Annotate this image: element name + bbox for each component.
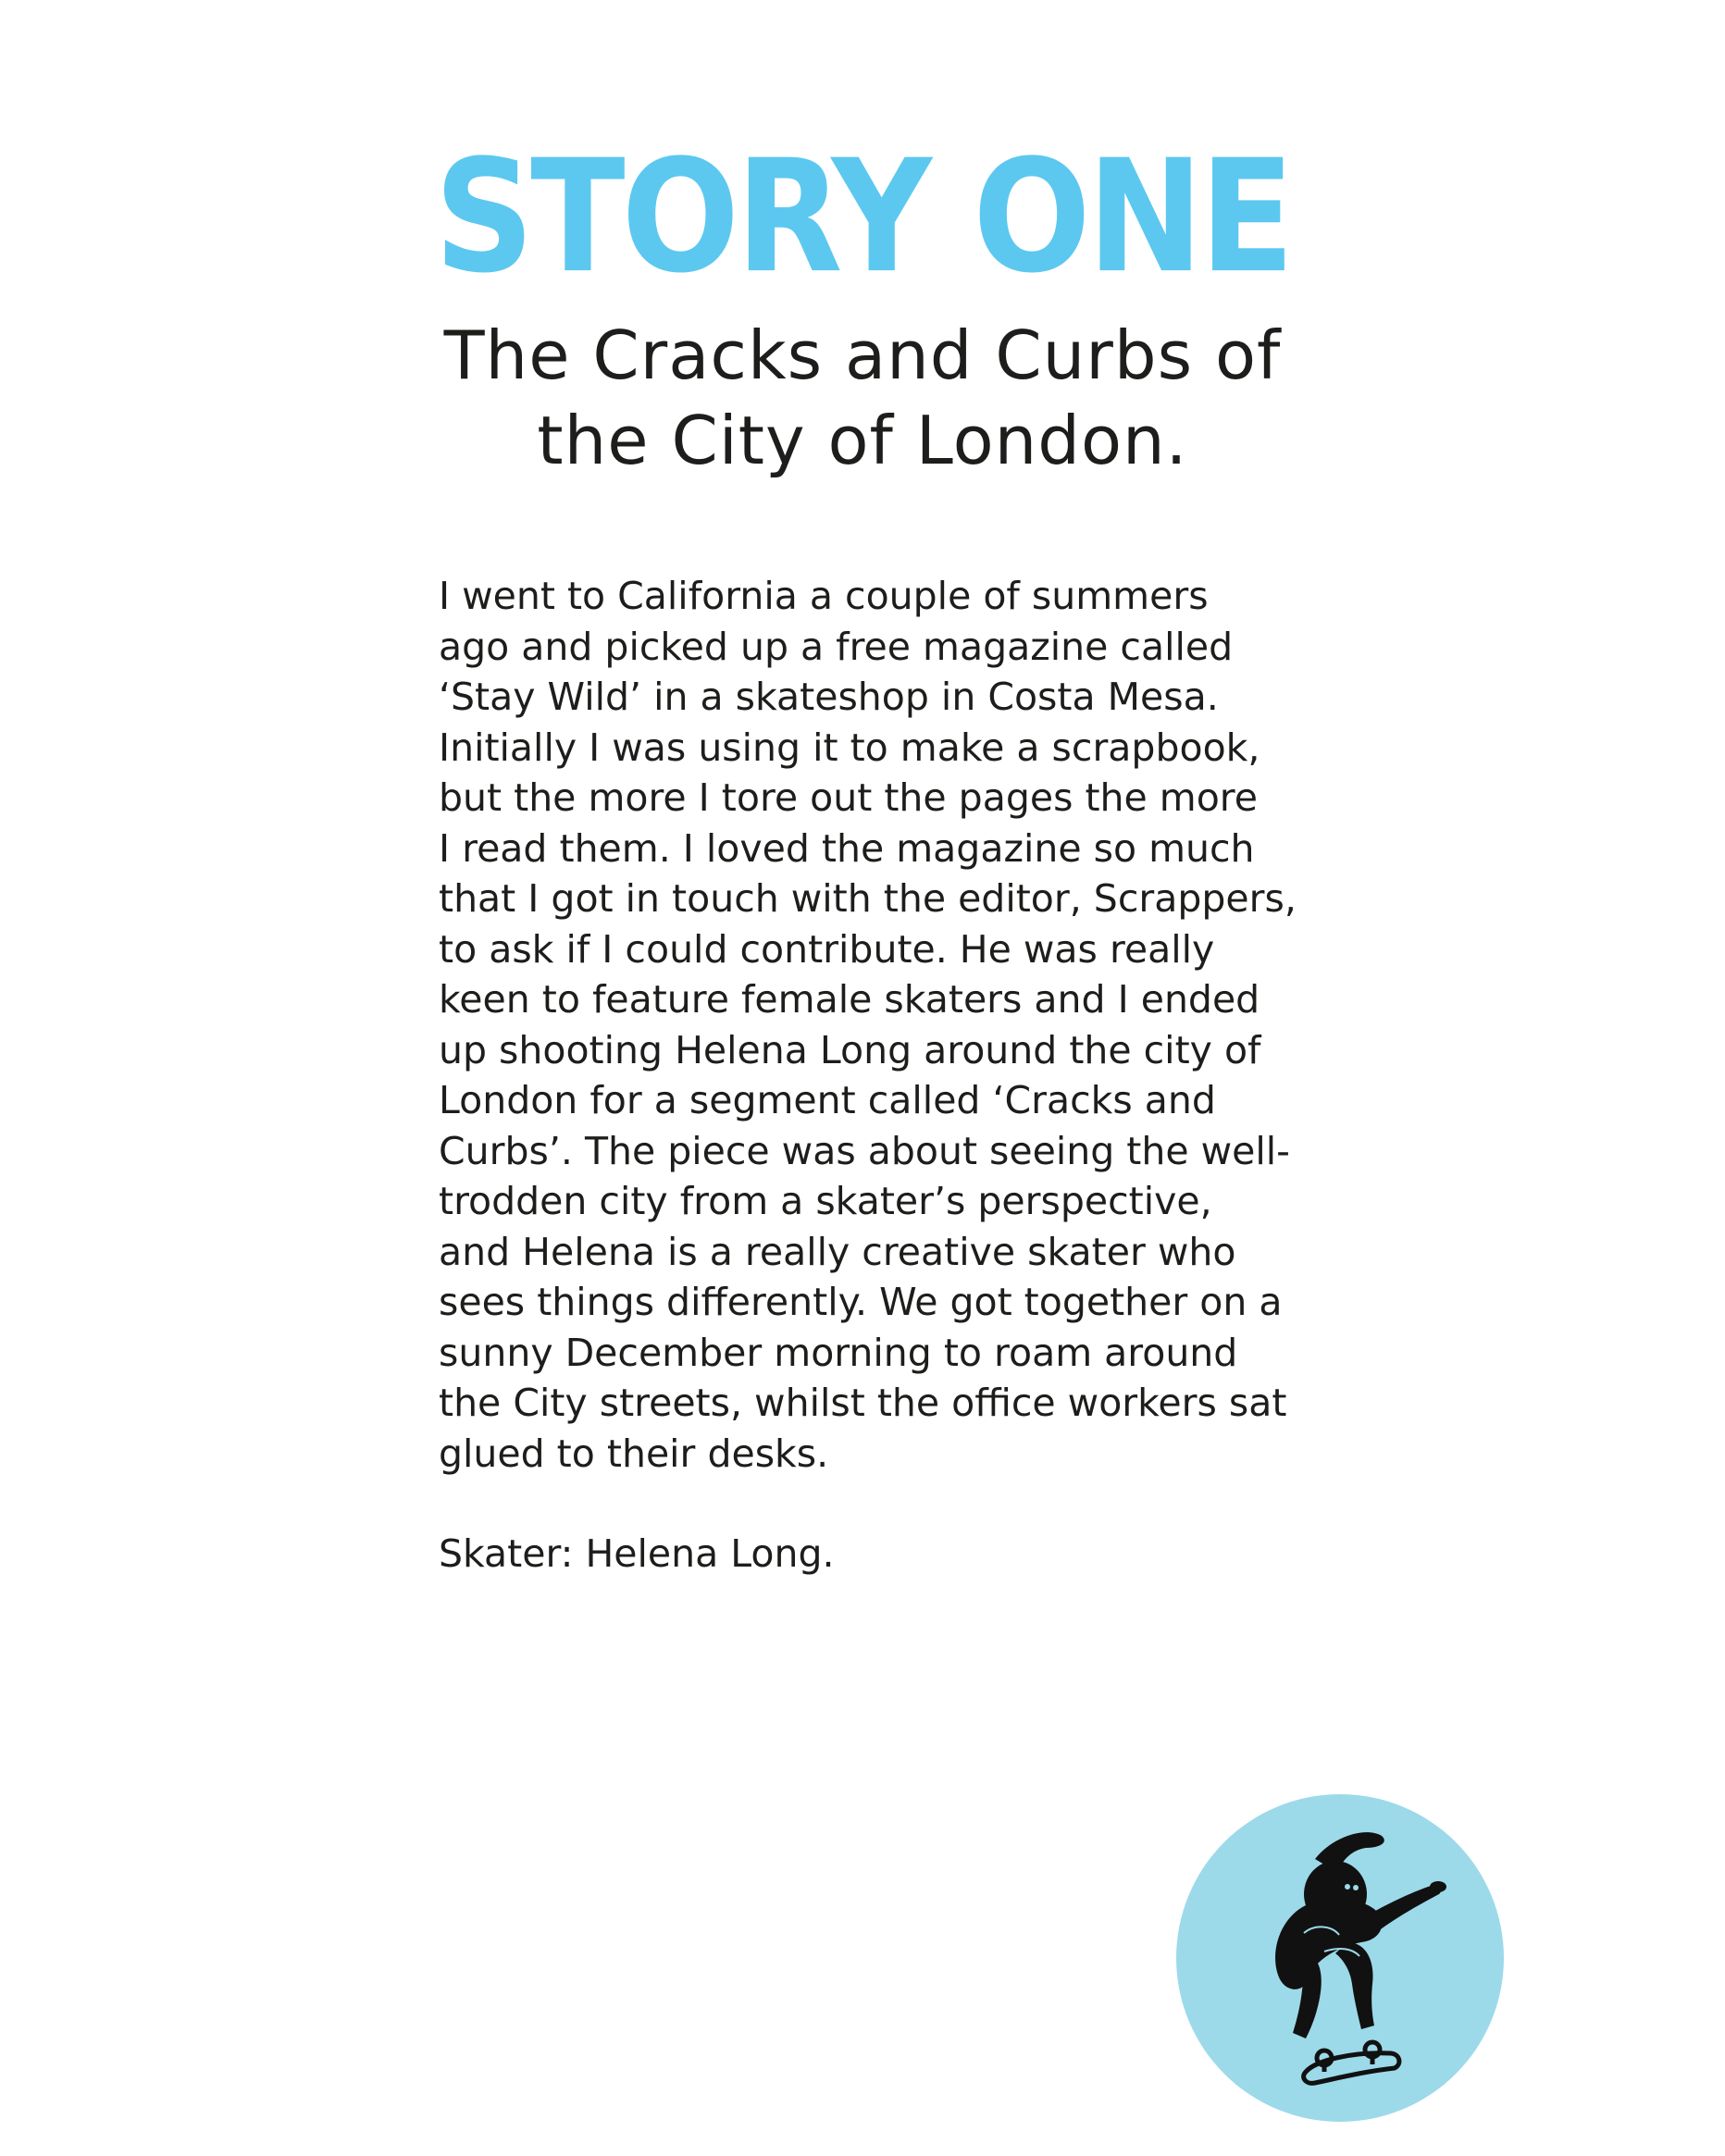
body-line: ‘Stay Wild’ in a skateshop in Costa Mesa.	[439, 675, 1219, 719]
title-line: the City of London.	[537, 402, 1188, 479]
story-kicker: STORY ONE	[434, 127, 1291, 308]
skater-credit: Skater: Helena Long.	[439, 1531, 835, 1576]
body-line: I went to California a couple of summers	[439, 574, 1209, 618]
body-line: but the more I tore out the pages the more	[439, 775, 1258, 820]
body-line: I read them. I loved the magazine so much	[439, 825, 1255, 871]
body-line: Curbs’. The piece was about seeing the well-	[439, 1128, 1290, 1173]
body-line: ago and picked up a free magazine called	[439, 624, 1234, 669]
skater-badge	[1176, 1794, 1504, 2122]
body-line: keen to feature female skaters and I ended	[439, 977, 1260, 1022]
story-body	[439, 571, 1327, 1479]
title-line: The Cracks and Curbs of	[443, 316, 1282, 394]
body-line: sees things differently. We got together on a	[439, 1280, 1283, 1324]
body-line: glued to their desks.	[439, 1431, 829, 1476]
body-line: London for a segment called ‘Cracks and	[439, 1078, 1216, 1122]
body-line: the City streets, whilst the office workers sat	[439, 1381, 1287, 1425]
story-title	[307, 313, 1418, 483]
skater-icon	[1176, 1794, 1504, 2122]
body-line: to ask if I could contribute. He was really	[439, 926, 1215, 972]
body-line: up shooting Helena Long around the city of	[439, 1027, 1261, 1072]
body-line: and Helena is a really creative skater who	[439, 1229, 1236, 1274]
body-line: that I got in touch with the editor, Scrappers,	[439, 876, 1297, 921]
body-line: sunny December morning to roam around	[439, 1330, 1238, 1375]
body-line: trodden city from a skater’s perspective,	[439, 1179, 1212, 1223]
body-line: Initially I was using it to make a scrapbook,	[439, 725, 1260, 770]
